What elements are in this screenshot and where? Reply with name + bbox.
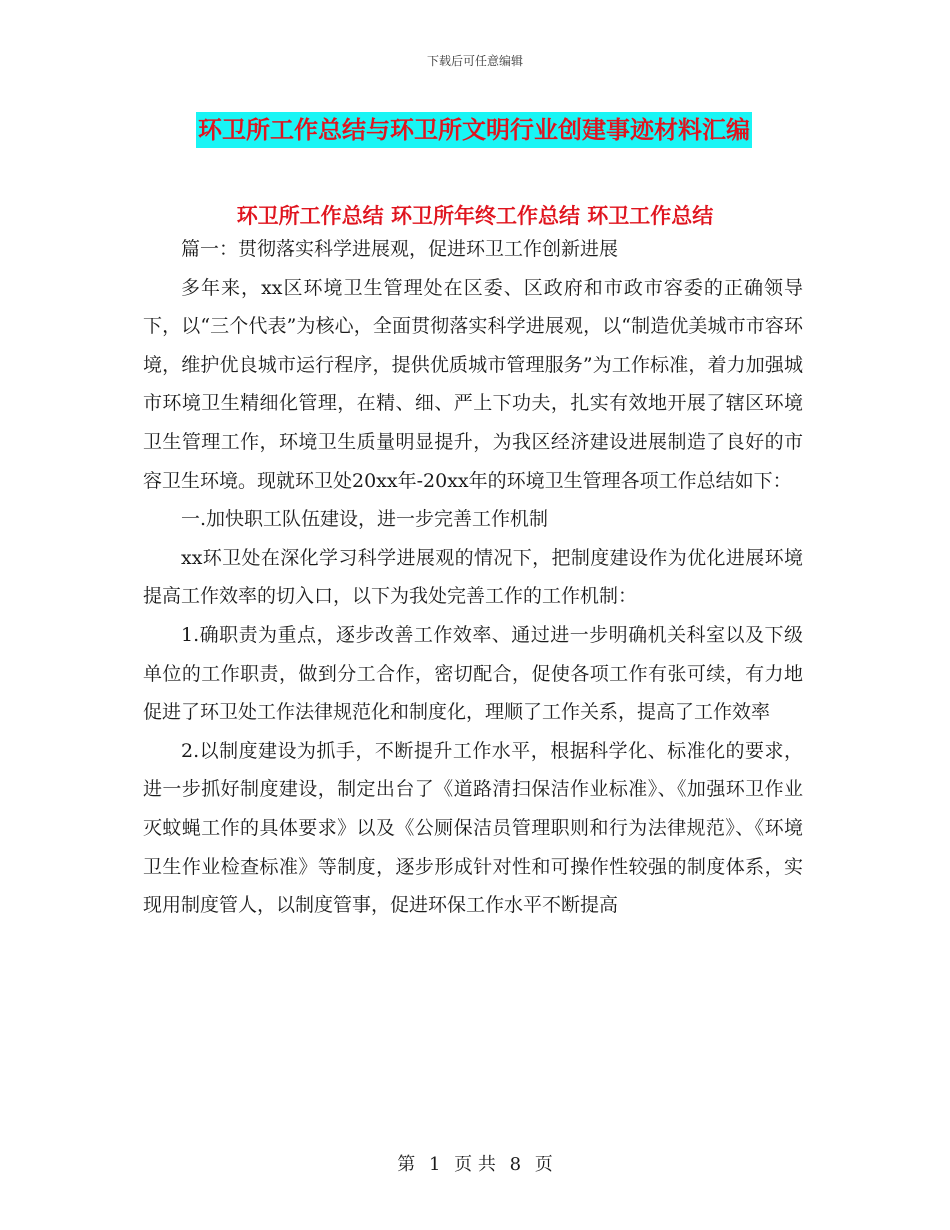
footer-suffix: 页 [534,1154,553,1175]
page-footer [0,1150,950,1176]
footer-middle: 页 共 [454,1154,496,1175]
header-note: 下载后可任意编辑 [426,54,523,68]
paragraph-heading-1: 一.加快职工队伍建设，进一步完善工作机制 [181,508,549,531]
subtitle: 环卫所工作总结 环卫所年终工作总结 环卫工作总结 [236,204,714,228]
paragraph-section-heading: 篇一：贯彻落实科学进展观，促进环卫工作创新进展 [181,238,619,260]
paragraph-intro: 多年来，xx区环境卫生管理处在区委、区政府和市政市容委的正确领导下，以“三个代表”为核心，全面贯彻落实科学进展观，以“制造优美城市市容环境，维护优良城市运行程序，提供优质城市管理服务”为工作标准，着力加强城市环境卫生精细化管理，在精、细、严上下功夫，扎实有效地开展了辖区环境卫生管理工作，环境卫生质量明显提升，为我区经济建设进展制造了良好的市容卫生环境。现就环卫处20xx年-20xx年的环境卫生管理各项工作总结如下： [143,276,803,492]
footer-prefix: 第 [397,1154,416,1175]
main-title: 环卫所工作总结与环卫所文明行业创建事迹材料汇编 [196,112,752,148]
paragraph-mechanism: xx环卫处在深化学习科学进展观的情况下，把制度建设作为优化进展环境提高工作效率的切入口，以下为我处完善工作的工作机制： [143,546,803,608]
paragraph-item-1: 1.确职责为重点，逐步改善工作效率、通过进一步明确机关科室以及下级单位的工作职责，做到分工合作，密切配合，促使各项工作有张可续，有力地促进了环卫处工作法律规范化和制度化，理顺了工作关系，提高了工作效率 [143,623,803,724]
paragraph-item-2: 2.以制度建设为抓手，不断提升工作水平，根据科学化、标准化的要求，进一步抓好制度建设，制定出台了《道路清扫保洁作业标准》、《加强环卫作业灭蚊蝇工作的具体要求》以及《公厕保洁员管理职则和行为法律规范》、《环境卫生作业检查标准》等制度，逐步形成针对性和可操作性较强的制度体系，实现用制度管人，以制度管事，促进环保工作水平不断提高 [143,739,803,917]
footer-page-number: 1 [428,1154,441,1175]
footer-total-pages: 8 [509,1154,522,1175]
body-text [143,230,803,925]
